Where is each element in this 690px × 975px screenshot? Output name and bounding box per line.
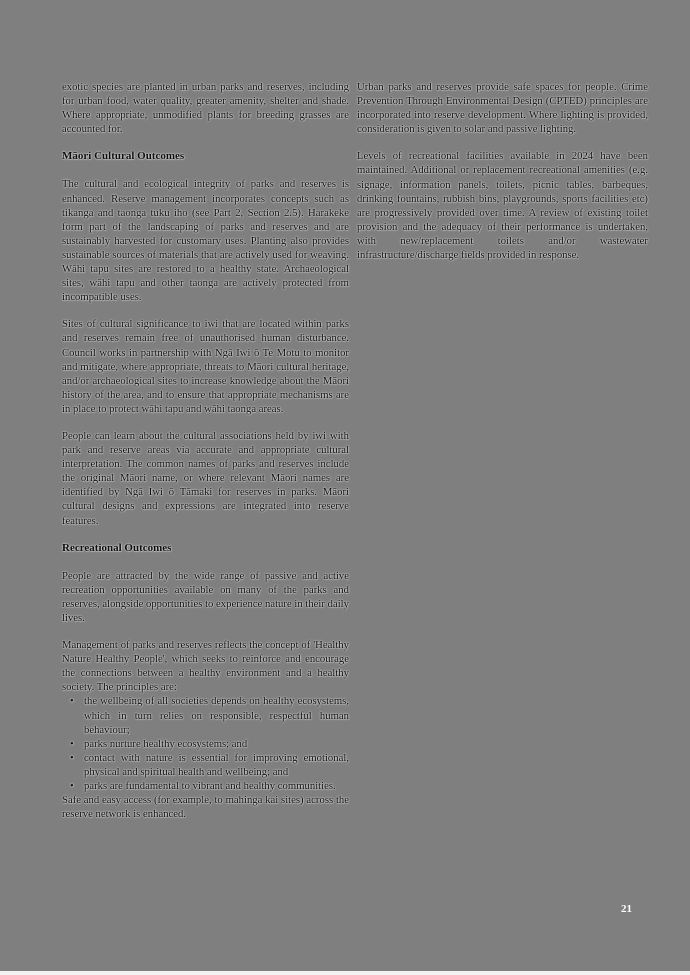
- paragraph-exotic-species: exotic species are planted in urban parks and reserves, including for urban food, water quality, greater amenity, shelter and shade. Where appropriate, unmodified plants for breeding grasses are accounted for.: [62, 81, 349, 136]
- left-text-column: [62, 80, 349, 821]
- paragraph-cultural-interpretation: People can learn about the cultural associations held by iwi with park and reserve areas via accurate and appropriate cultural interpretation. The common names of parks and reserves include the original Māori name, or where relevant Māori names are identified by Ngā Iwi ō Tāmaki for reserves in parks. Māori cultural designs and expressions are integrated into reserve features.: [62, 429, 349, 527]
- heading-maori-cultural-outcomes: Māori Cultural Outcomes: [62, 150, 185, 163]
- paragraph-cpted-safety: Urban parks and reserves provide safe spaces for people. Crime Prevention Through Environmental Design (CPTED) principles are incorporated into reserve development. Where lighting is provided, consideration is given to solar and passive lighting.: [357, 81, 648, 136]
- paragraph-healthy-nature-intro: Management of parks and reserves reflects the concept of 'Healthy Nature Healthy People', which seeks to reinforce and encourage the connections between a healthy environment and a healthy society. The principles are:: [62, 639, 349, 694]
- page-bottom-edge: [0, 971, 690, 975]
- bullet-item-parks-nurture: • parks nurture healthy ecosystems; and: [62, 737, 349, 751]
- page-number: 21: [621, 903, 632, 915]
- paragraph-network-access: Safe and easy access (for example, to mahinga kai sites) across the reserve network is enhanced.: [62, 794, 349, 821]
- bullet-item-wellbeing: • the wellbeing of all societies depends on healthy ecosystems, which in turn relies on responsible, respectful human behaviour;: [62, 694, 349, 736]
- paragraph-sites-of-significance: Sites of cultural significance to iwi that are located within parks and reserves remain free of unauthorised human disturbance. Council works in partnership with Ngā Iwi ō Te Motu to monitor and mitigate, where appropriate, threats to Māori cultural heritage, and/or archaeological sites to increase knowledge about the Māori history of the area, and to ensure that appropriate mechanisms are in place to protect wāhi tapu and wāhi taonga areas.: [62, 318, 349, 415]
- bullet-item-vibrant-communities: • parks are fundamental to vibrant and healthy communities.: [62, 779, 349, 793]
- paragraph-recreational-facilities: Levels of recreational facilities available in 2024 have been maintained. Additional or replacement recreational amenities (e.g. signage, information panels, toilets, picnic tables, barbeques, drinking fountains, rubbish bins, playgrounds, sports facilities etc) are progressively provided over time. A review of existing toilet provision and the adequacy of their performance is undertaken, with new/replacement toilets and/or wastewater infrastructure/discharge fields provided in response.: [357, 150, 648, 262]
- principles-bullet-list: [62, 694, 349, 793]
- heading-recreational-outcomes: Recreational Outcomes: [62, 541, 172, 554]
- bullet-item-contact-with-nature: • contact with nature is essential for improving emotional, physical and spiritual health and wellbeing; and: [62, 751, 349, 779]
- paragraph-recreation-opportunities: People are attracted by the wide range of passive and active recreation opportunities available on many of the parks and reserves, alongside opportunities to experience nature in their daily lives.: [62, 569, 349, 624]
- right-text-column: [357, 80, 648, 275]
- paragraph-cultural-integrity: The cultural and ecological integrity of parks and reserves is enhanced. Reserve management incorporates concepts such as tikanga and taonga tuku iho (see Part 2, Section 2.5). Harakeke form part of the landscaping of parks and reserves and are sustainably harvested for customary uses. Planting also provides sustainable sources of materials that are actively used for weaving. Wāhi tapu sites are restored to a healthy state. Archaeological sites, wāhi tapu and other taonga are actively protected from incompatible uses.: [62, 178, 349, 304]
